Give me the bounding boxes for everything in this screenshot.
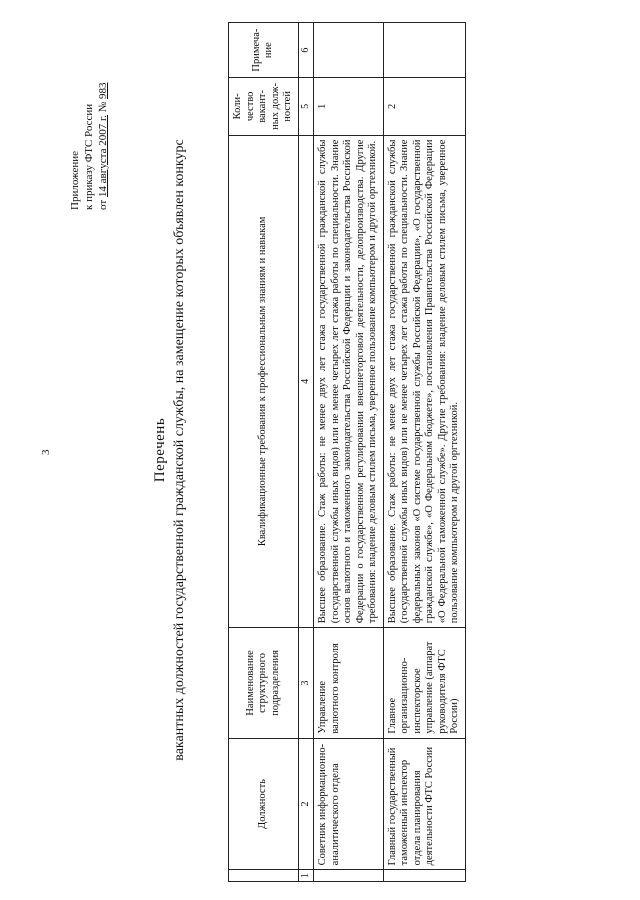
appendix-from: от <box>97 199 109 210</box>
header-cell-requirements: Квалификационные требования к профессиональным знаниям и навыкам <box>229 135 299 628</box>
page-number: 3 <box>40 449 52 455</box>
count-cell: 2 <box>383 78 465 135</box>
header-cell-position: Должность <box>229 738 299 870</box>
header-cell-note: Примеча-ние <box>229 23 299 78</box>
appendix-date-line <box>96 83 110 211</box>
document-title: Перечень <box>152 417 168 483</box>
requirements-cell: Высшее образование. Стаж работы: не менее двух лет стажа государственной гражданской службы (государственной службы иных видов) или не менее четырех лет стажа работы по специальности. Знание федеральных законов «О системе государственной службы Российской Федерации», «О государственной гражданской службе», «О Федеральном бюджете», постановления Правительства Российской Федерации «О Федеральной таможенной службе». Другие требования: владение деловым стилем письма, уверенное пользование компьютером и другой оргтехникой. <box>383 135 465 628</box>
table-row <box>383 23 465 882</box>
appendix-date: 14 августа 2007 г. <box>97 115 109 198</box>
column-number: 5 <box>298 78 314 135</box>
appendix-number-label: № <box>97 101 109 113</box>
row-blank-cell <box>383 870 465 882</box>
column-number-row <box>298 23 314 882</box>
division-cell: Главное организационно-инспекторское управление (аппарат руководителя ФТС России) <box>383 628 465 738</box>
note-cell <box>383 23 465 78</box>
table-header-row <box>229 23 299 882</box>
document-subtitle: вакантных должностей государственной гражданской службы, на замещение которых объявлен конкурс <box>172 139 187 761</box>
appendix-block <box>68 83 110 211</box>
header-cell-count: Коли-чество вакант-ных долж-ностей <box>229 78 299 135</box>
requirements-cell: Высшее образование. Стаж работы: не менее двух лет стажа государственной гражданской службы (государственной службы иных видов) или не менее четырех лет стажа работы по специальности. Знание основ валютного и таможенного законодательства Российской Федерации и законодательства Российской Федерации о государственном регулировании внешнеторговой деятельности, делопроизводства. Другие требования: владение деловым стилем письма, уверенное пользование компьютером и другой оргтехникой. <box>314 135 384 628</box>
column-number: 3 <box>298 628 314 738</box>
appendix-line: Приложение <box>69 150 81 210</box>
column-number: 2 <box>298 738 314 870</box>
table-row <box>314 23 384 882</box>
note-cell <box>314 23 384 78</box>
column-number: 1 <box>298 870 314 882</box>
column-number: 6 <box>298 23 314 78</box>
vacancy-table <box>228 22 466 882</box>
appendix-order-line: к приказу ФТС России <box>83 103 95 210</box>
header-cell-division: Наименование структурного подразделения <box>229 628 299 738</box>
count-cell: 1 <box>314 78 384 135</box>
header-cell-blank <box>229 870 299 882</box>
division-cell: Управление валютного контроля <box>314 628 384 738</box>
column-number: 4 <box>298 135 314 628</box>
position-cell: Советник информационно-аналитического отдела <box>314 738 384 870</box>
appendix-number: 983 <box>97 82 109 99</box>
row-blank-cell <box>314 870 384 882</box>
position-cell: Главный государственный таможенный инспектор отдела планирования деятельности ФТС России <box>383 738 465 870</box>
